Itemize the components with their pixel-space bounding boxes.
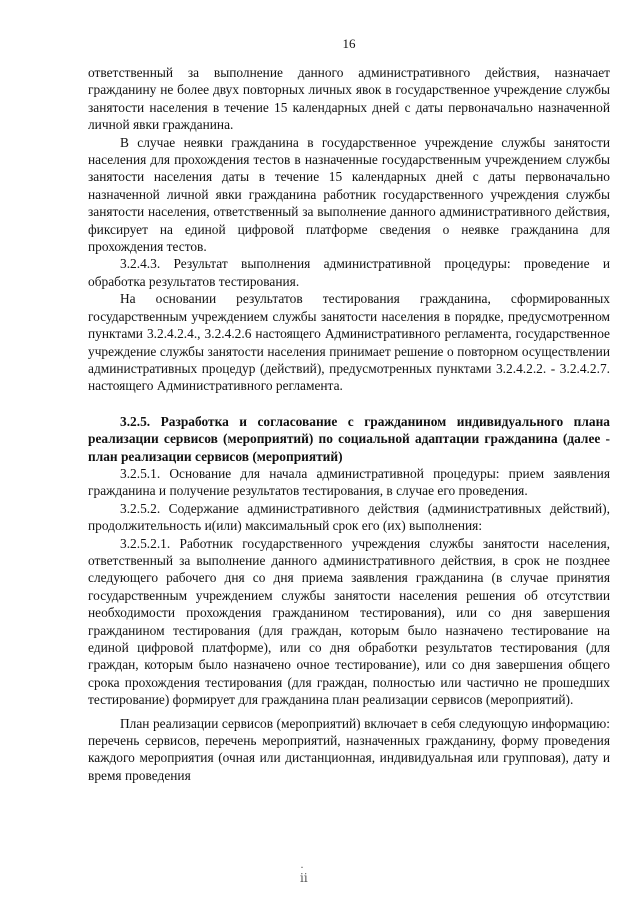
section-heading-3-2-5: 3.2.5. Разработка и согласование с гражданином индивидуального плана реализации сервисов (мероприятий) по социальной адаптации гражданина (далее - план реализации сервисов (мероприятий) xyxy=(88,413,610,464)
paragraph-no-show: В случае неявки гражданина в государственное учреждение службы занятости населения для прохождения тестов в назначенные государственным учреждением службы занятости населения даты в течение 15 календарных дней с даты первоначально назначенной личной явки гражданина работник государственного учреждения службы занятости населения, ответственный за выполнение данного административного действия, фиксирует на единой цифровой платформе сведения о неявке гражданина для прохождения тестов. xyxy=(88,134,610,255)
paragraph-3-2-5-2-1: 3.2.5.2.1. Работник государственного учреждения службы занятости населения, ответственный за выполнение данного административного действия, в срок не позднее следующего рабочего дня со дня приема заявления гражданина (в случае принятия государственным учреждением службы занятости населения решения об отсутствии необходимости прохождения гражданином тестирования), или со дня завершения гражданином тестирования (для граждан, которым было назначено тестирование на единой цифровой платформе), или со дня обработки результатов тестирования (для граждан, которым было назначено очное тестирование), или со дня завершения общего срока прохождения тестирования (для граждан, полностью или частично не прошедших тестирование) формирует для гражданина план реализации сервисов (мероприятий). xyxy=(88,535,610,708)
paragraph-test-results: На основании результатов тестирования гражданина, сформированных государственным учреждением службы занятости населения в порядке, предусмотренном пунктами 3.2.4.2.4., 3.2.4.2.6 настоящего Административного регламента, государственное учреждение службы занятости населения принимает решение о повторном осуществлении административных процедур (действий), предусмотренных пунктами 3.2.4.2.2. - 3.2.4.2.7. настоящего Административного регламента. xyxy=(88,291,610,394)
page-number: 16 xyxy=(342,36,356,51)
paragraph-continuation: ответственный за выполнение данного административного действия, назначает гражданину не более двух повторных личных явок в государственное учреждение службы занятости населения в течение 15 календарных дней с даты первоначально назначенной личной явки гражданина. xyxy=(88,65,610,133)
paragraph-3-2-5-2: 3.2.5.2. Содержание административного действия (административных действий), продолжительность и(или) максимальный срок его (их) выполнения: xyxy=(88,500,610,534)
paragraph-3-2-5-1: 3.2.5.1. Основание для начала административной процедуры: прием заявления гражданина и получение результатов тестирования, в случае его проведения. xyxy=(88,465,610,499)
paragraph-3-2-4-3: 3.2.4.3. Результат выполнения административной процедуры: проведение и обработка результатов тестирования. xyxy=(88,256,610,289)
paragraph-plan-contents: План реализации сервисов (мероприятий) включает в себя следующую информацию: перечень сервисов, перечень мероприятий, назначенных гражданину, форму проведения каждого мероприятия (очная или дистанционная, индивидуальная или групповая), дату и время проведения xyxy=(88,715,610,783)
scan-mark: · ⅱ xyxy=(300,860,308,885)
